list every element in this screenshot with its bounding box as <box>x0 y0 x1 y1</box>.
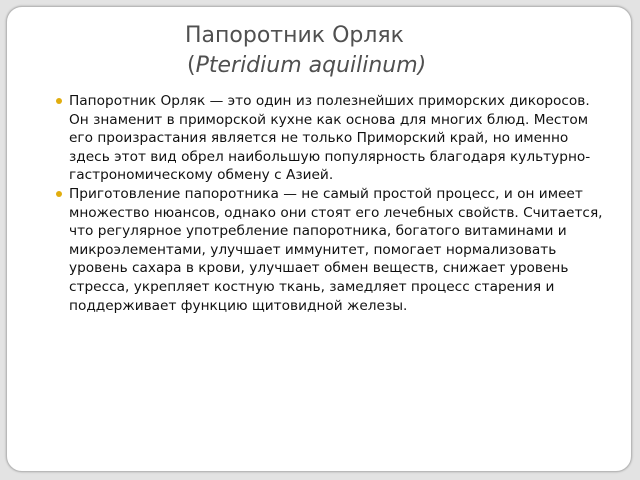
bullet-item <box>56 92 604 185</box>
bullet-text: Приготовление папоротника — не самый простой процесс, и он имеет множество нюансов, однако они стоят его лечебных свойств. Считается, что регулярное употребление папоротника, богатого витаминами и микроэлементами, улучшает иммунитет, помогает нормализовать уровень сахара в крови, улучшает обмен веществ, снижает уровень стресса, укрепляет костную ткань, замедляет процесс старения и поддерживает функцию щитовидной железы. <box>69 185 603 314</box>
title-latin-name: Pteridium aquilinum) <box>195 53 427 78</box>
title-latin-line <box>185 51 625 81</box>
title-main: Папоротник Орляк <box>185 23 404 48</box>
bullet-text: Папоротник Орляк — это один из полезнейших приморских дикоросов. Он знаменит в приморской кухне как основа для многих блюд. Местом его произрастания является не только Приморский край, но именно здесь этот вид обрел наибольшую популярность благодаря культурно-гастрономическому обмену с Азией. <box>69 93 591 184</box>
bullet-dot-icon <box>56 98 62 104</box>
title-latin-paren: ( <box>187 53 196 78</box>
bullet-dot-icon <box>56 191 62 197</box>
slide-title <box>185 21 625 81</box>
bullet-list <box>56 92 604 315</box>
bullet-item <box>56 185 604 315</box>
